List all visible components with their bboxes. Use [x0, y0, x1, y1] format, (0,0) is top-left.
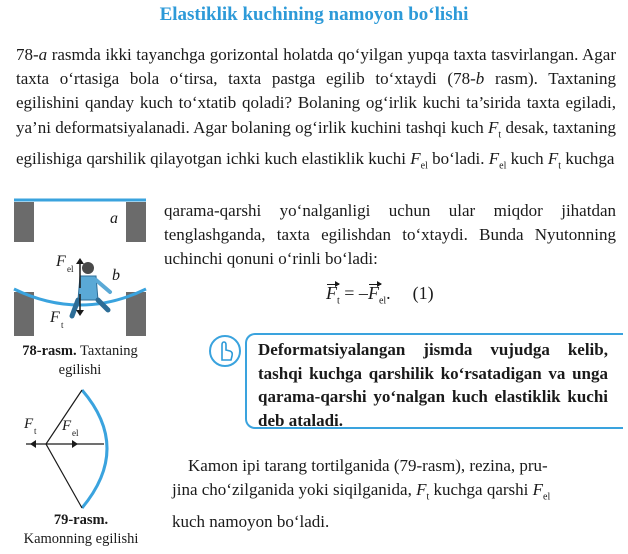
arrow-ft-head: [30, 440, 36, 448]
fig-label-b: b: [112, 267, 120, 284]
child-figure: [72, 262, 110, 316]
formula-number: (1): [412, 283, 434, 303]
support-left-a: [14, 202, 34, 242]
fig-label-a: a: [110, 210, 118, 227]
hand-pointer-icon: [208, 334, 242, 368]
bow-string: [46, 390, 82, 508]
arrow-fel-head: [72, 440, 78, 448]
support-left-b: [14, 292, 34, 336]
figure-78-caption: 78-rasm. Taxtaning egilishi: [22, 343, 138, 378]
force-fel: $F_{el}$: [410, 149, 428, 172]
figure-79-caption: 79-rasm. Kamonning egilishi: [23, 512, 139, 547]
definition-text: Deformatsiyalangan jismda vujudga kelib, tashqi kuchga qarshilik ko‘rsatadigan va unga qarama-qarshi yo‘nalgan kuch elastiklik kuchi deb ataladi.: [258, 340, 608, 430]
support-right-b: [126, 292, 146, 336]
paragraph-1: 78-a rasmda ikki tayanchga gorizontal holatda qo‘yilgan yupqa taxta tasvirlangan. Agar taxta o‘rtasiga bola o‘tirsa, taxta pastga egilib to‘xtaydi (78-b rasm). Taxtaning egilishini qanday kuch to‘xtatib qoladi? Bolaning og‘irlik kuchi ta’sirida taxta egiladi, ya’ni deformatsiyalanadi. Agar bolaning og‘irlik kuchini tashqi kuch $F_t$ desak, taxtaning egilishiga qarshilik qilayotgan ichki kuch elastiklik kuchi $F_{el}$ bo‘ladi. $F_{el}$ kuch $F_t$ kuchga: [16, 45, 617, 172]
svg-text:el: el: [72, 428, 79, 438]
force-ft: $F_t$: [488, 117, 502, 140]
paragraph-3-rest: jina cho‘zilganida yoki siqilganida, $F_t$ kuchga qarshi $F_{el}$ kuch namoyon bo‘ladi.: [172, 480, 551, 531]
figure-78-board: [10, 196, 150, 338]
bow-arc: [82, 390, 107, 508]
bow-label-fel: F: [62, 418, 72, 434]
fig-label-fel: F: [56, 253, 66, 270]
svg-text:t: t: [34, 426, 37, 436]
svg-text:t: t: [61, 320, 64, 330]
paragraph-3-line1: Kamon ipi tarang tortilganida (79-rasm), rezina, pru-: [188, 456, 548, 475]
fig-label-ft: F: [50, 309, 60, 326]
paragraph-2: qarama-qarshi yo‘nalganligi uchun ular miqdor jihatdan tenglashganda, taxta egilishdan to‘xtaydi. Bunda Nyutonning uchinchi qonuni o‘rinli bo‘ladi:: [164, 201, 616, 269]
figure-79-bow: [20, 386, 150, 512]
support-right-a: [126, 202, 146, 242]
svg-text:el: el: [67, 264, 74, 274]
section-title: Elastiklik kuchining namoyon bo‘lishi: [159, 4, 469, 25]
formula-newton-third-law: $F_t = -F_{el}$. (1): [326, 283, 434, 307]
bow-label-ft: F: [24, 416, 34, 432]
